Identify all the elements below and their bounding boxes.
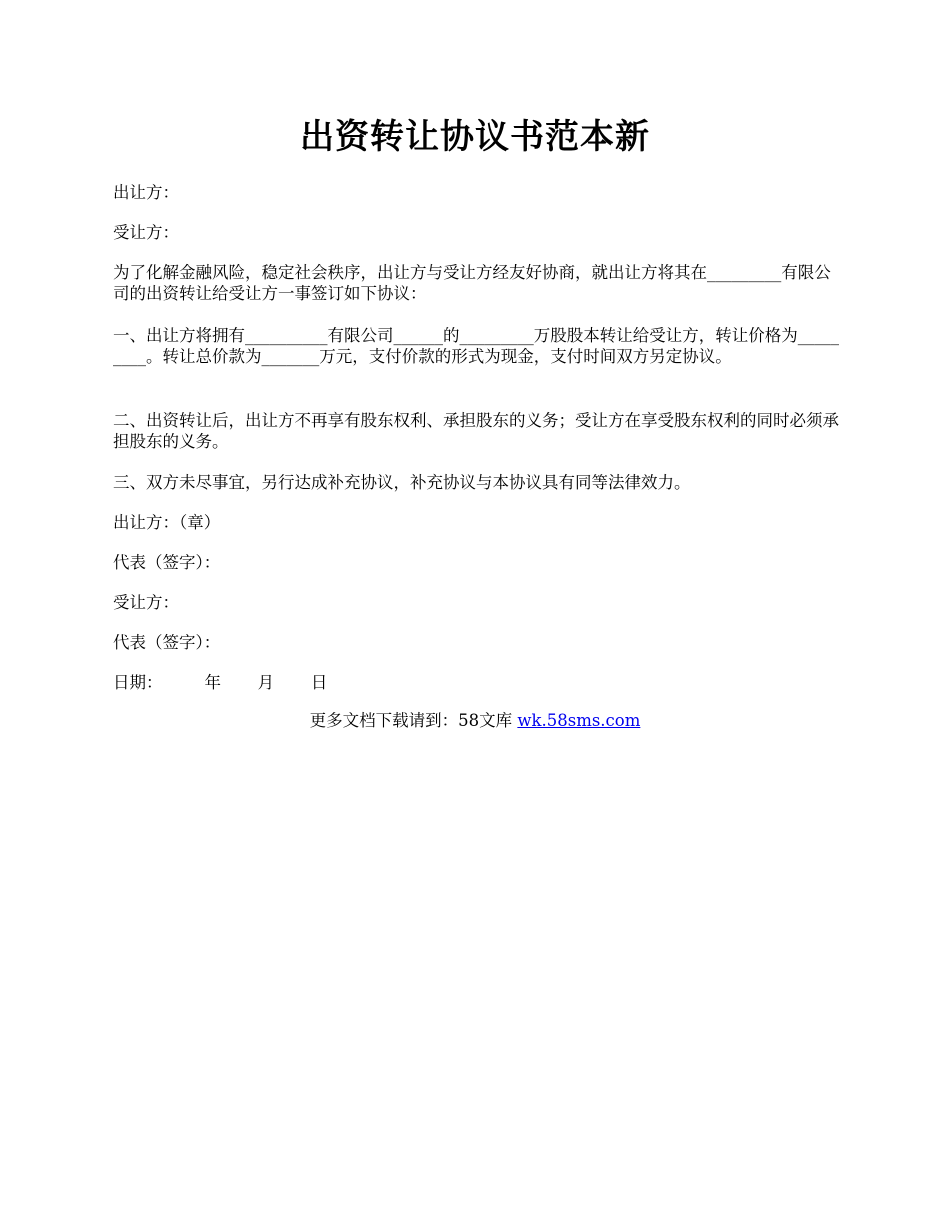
clause-2: 二、出资转让后，出让方不再享有股东权利、承担股东的义务；受让方在享受股东权利的同时必须承担股东的义务。 (113, 411, 839, 451)
assignor-seal-line: 出让方：（章） (113, 513, 221, 532)
assignor-label: 出让方： (113, 183, 179, 202)
download-footer (0, 710, 950, 732)
assignee-label: 受让方： (113, 223, 179, 242)
document-title: 出资转让协议书范本新 (300, 117, 650, 157)
assignee-representative-line: 代表（签字）： (113, 633, 221, 652)
clause-3: 三、双方未尽事宜，另行达成补充协议，补充协议与本协议具有同等法律效力。 (113, 473, 691, 492)
footer-text: 更多文档下载请到：58文库 (309, 711, 518, 730)
preamble-paragraph: 为了化解金融风险，稳定社会秩序，出让方与受让方经友好协商，就出让方将其在_________有限公司的出资转让给受让方一事签订如下协议： (113, 263, 831, 303)
date-line: 日期： 年 月 日 (113, 673, 328, 692)
clause-1: 一、出让方将拥有__________有限公司______的_________万股股本转让给受让方，转让价格为_________。转让总价款为_______万元，支付价款的形式为现金，支付时间双方另定协议。 (113, 326, 839, 366)
assignee-sign-line: 受让方： (113, 593, 179, 612)
footer-link[interactable]: wk.58sms.com (517, 711, 641, 730)
assignor-representative-line: 代表（签字）： (113, 553, 221, 572)
